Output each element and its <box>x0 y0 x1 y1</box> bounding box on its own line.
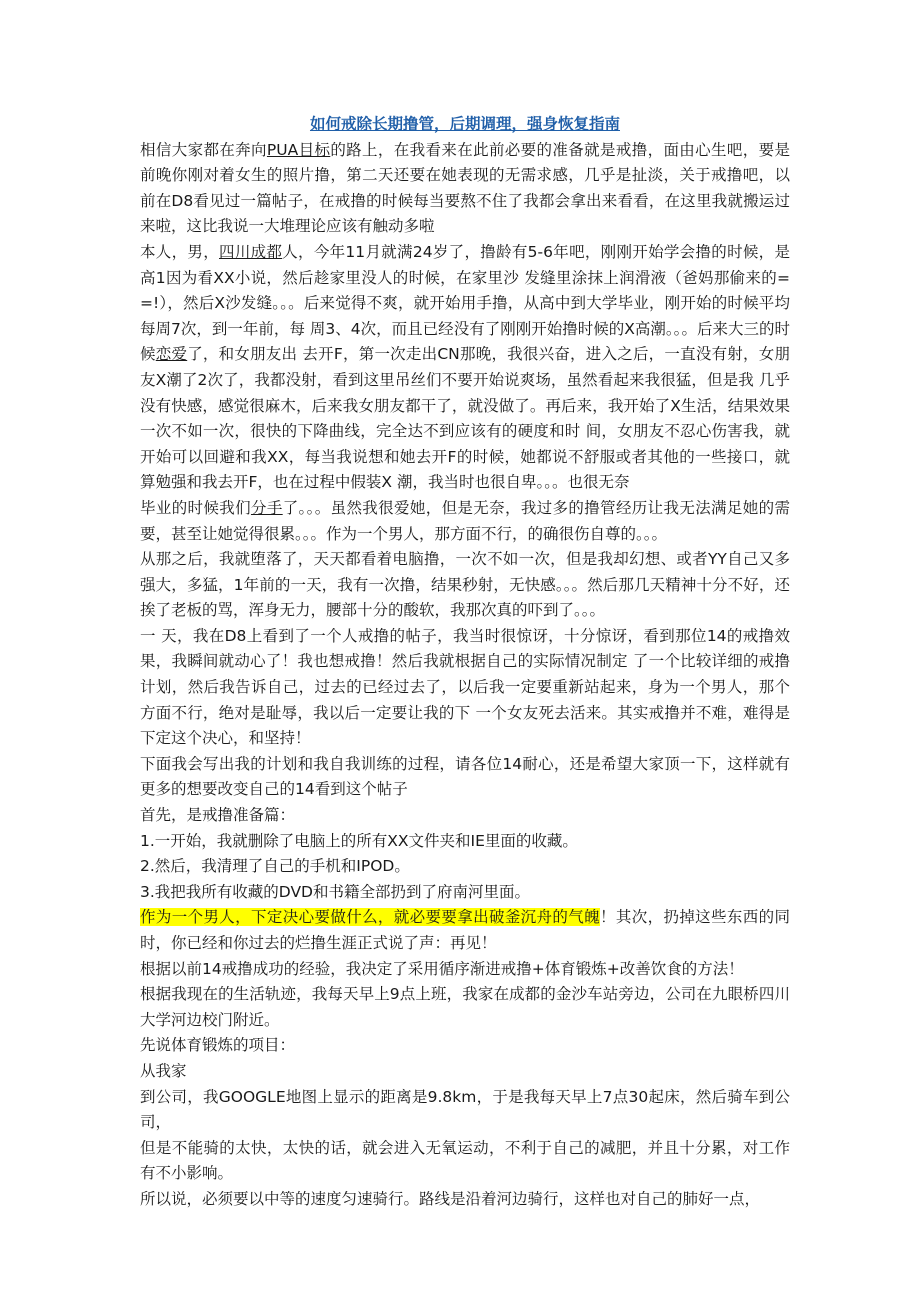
list-item: 3.我把我所有收藏的DVD和书籍全部扔到了府南河里面。 <box>140 882 530 901</box>
highlighted-text: 作为一个男人，下定决心要做什么，就必要要拿出破釜沉舟的气魄 <box>140 908 600 927</box>
paragraph-resolve <box>140 905 790 956</box>
chengdu-link[interactable]: 四川成都 <box>219 242 283 261</box>
text-run: 本人，男， <box>140 242 220 261</box>
list-item: 2.然后，我清理了自己的手机和IPOD。 <box>140 857 410 876</box>
paragraph-decline: 从那之后，我就堕落了，天天都看着电脑撸，一次不如一次，但是我却幻想、或者YY自己又多强大，多猛，1年前的一天，我有一次撸，结果秒射，无快感。。。然后那几天精神十分不好，还挨了老板的骂，浑身无力，腰部十分的酸软，我那次真的吓到了。。。 <box>140 550 790 620</box>
text-run: 毕业的时候我们 <box>140 498 251 517</box>
paragraph-intro <box>140 138 790 240</box>
list-item: 1.一开始，我就删除了电脑上的所有XX文件夹和IE里面的收藏。 <box>140 831 578 850</box>
paragraph-route: 所以说，必须要以中等的速度匀速骑行。路线是沿着河边骑行，这样也对自己的肺好一点， <box>140 1189 761 1208</box>
breakup-link[interactable]: 分手 <box>250 498 283 517</box>
text-run: 相信大家都在奔向 <box>140 140 267 159</box>
paragraph-speed: 但是不能骑的太快，太快的话，就会进入无氧运动，不利于自己的减肥，并且十分累，对工作有不小影响。 <box>140 1138 790 1183</box>
paragraph-method: 根据以前14戒撸成功的经验，我决定了采用循序渐进戒撸+体育锻炼+改善饮食的方法！ <box>140 959 744 978</box>
paragraph-exercise-heading: 先说体育锻炼的项目： <box>140 1036 296 1055</box>
text-run: 人，今年11月就满24岁了，撸龄有5-6年吧，刚刚开始学会撸的时候，是高1因为看XX小说，然后趁家里没人的时候，在家里沙 发缝里涂抹上润滑液（爸妈那偷来的==!），然后X沙发缝。。。后来觉得不爽，就开始用手撸，从高中到大学毕业，刚开始的时候平均每周7次，到一年前，每 周3、4次，而且已经没有了刚刚开始撸时候的X高潮。。。后来大三的时候 <box>140 242 790 364</box>
paragraph-decision: 一 天，我在D8上看到了一个人戒撸的帖子，我当时很惊讶，十分惊讶，看到那位14的戒撸效果，我瞬间就动心了！我也想戒撸！然后我就根据自己的实际情况制定 了一个比较详细的戒撸计划，然后我告诉自己，过去的已经过去了，以后我一定要重新站起来，身为一个男人，那个方面不行，绝对是耻辱，我以后一定要让我的下 一个女友死去活来。其实戒撸并不难，难得是下定这个决心，和坚持！ <box>140 626 790 748</box>
paragraph-from-home: 从我家 <box>140 1061 187 1080</box>
text-run: ！其次，扔掉这些东西的同时，你已经和你过去的烂撸生涯正式说了声：再见！ <box>140 908 790 952</box>
paragraph-self-intro <box>140 240 790 496</box>
text-run: 了。。。虽然我很爱她，但是无奈，我过多的撸管经历让我无法满足她的需要，甚至让她觉得很累。。。作为一个男人，那方面不行，的确很伤自尊的。。。 <box>140 498 790 543</box>
document-title: 如何戒除长期撸管，后期调理，强身恢复指南 <box>309 115 620 133</box>
pua-link[interactable]: PUA目标 <box>266 140 331 159</box>
paragraph-distance: 到公司，我GOOGLE地图上显示的距离是9.8km，于是我每天早上7点30起床，然后骑车到公司， <box>140 1087 790 1132</box>
paragraph-breakup <box>140 496 790 547</box>
paragraph-routine: 根据我现在的生活轨迹，我每天早上9点上班，我家在成都的金沙车站旁边，公司在九眼桥四川大学河边校门附近。 <box>140 985 790 1029</box>
love-link[interactable]: 恋爱 <box>155 345 188 364</box>
paragraph-plan-intro: 下面我会写出我的计划和我自我训练的过程，请各位14耐心，还是希望大家顶一下，这样就有更多的想要改变自己的14看到这个帖子 <box>140 754 790 799</box>
text-run: 的路上，在我看来在此前必要的准备就是戒撸，面由心生吧，要是前晚你刚对着女生的照片撸，第二天还要在她表现的无需求感，几乎是扯淡，关于戒撸吧，以前在D8看见过一篇帖子，在戒撸的时候每当要熬不住了我都会拿出来看看，在这里我就搬运过来啦，这比我说一大堆理论应该有触动多啦 <box>140 140 790 236</box>
document-page <box>140 112 790 1213</box>
paragraph-prep-heading: 首先，是戒撸准备篇： <box>140 806 296 825</box>
text-run: 了，和女朋友出 去开F，第一次走出CN那晚，我很兴奋，进入之后，一直没有射，女朋友X潮了2次了，我都没射，看到这里吊丝们不要开始说爽场，虽然看起来我很猛，但是我 几乎没有快感，感觉很麻木，后来我女朋友都干了，就没做了。再后来，我开始了X生活，结果效果一次不如一次，很快的下降曲线，完全达不到应该有的硬度和时 间，女朋友不忍心伤害我，就开始可以回避和我XX，每当我说想和她去开F的时候，她都说不舒服或者其他的一些接口，就算勉强和我去开F，也在过程中假装X 潮，我当时也很自卑。。。也很无奈 <box>140 345 790 492</box>
